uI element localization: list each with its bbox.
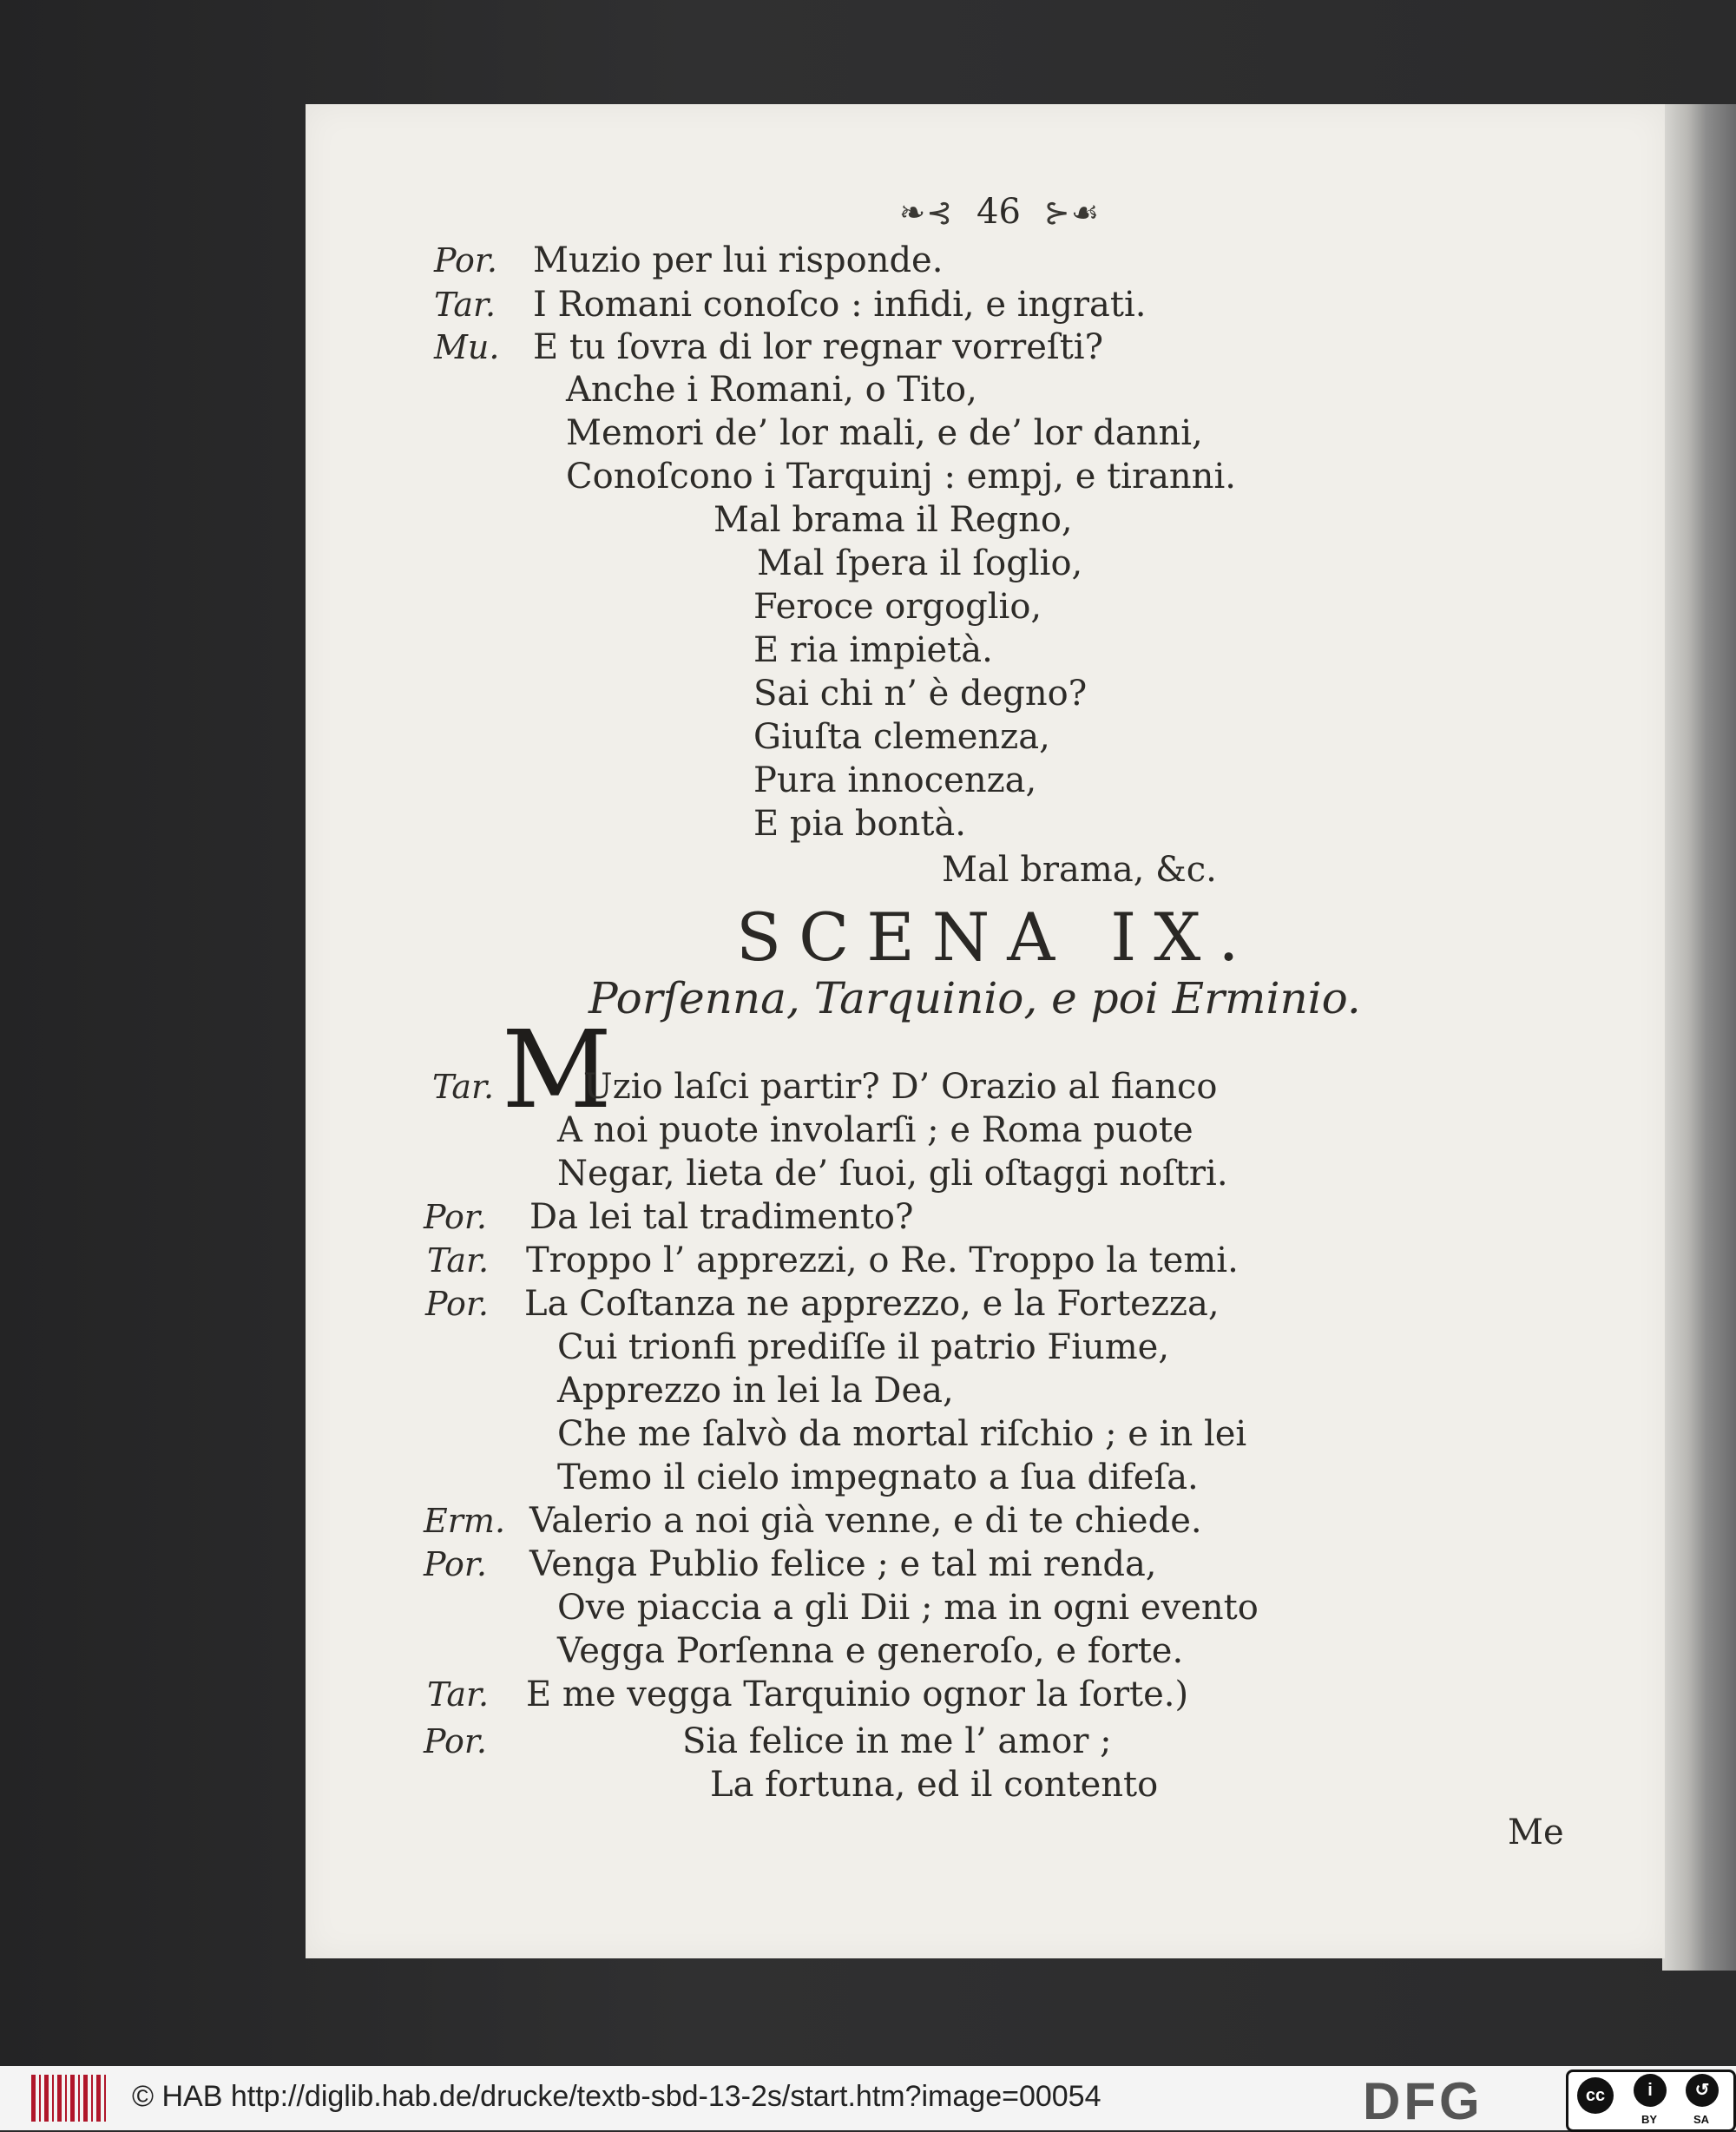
speaker-label: Mu.: [434, 328, 500, 366]
dialogue-line: Cui trionfi prediſſe il patrio Fiume,: [557, 1327, 1170, 1367]
dialogue-line: Vegga Porſenna e generoſo, e forte.: [557, 1631, 1184, 1671]
viewer-footer: [0, 2066, 1736, 2130]
verse-line: Conoſcono i Tarquinj : empj, e tiranni.: [566, 457, 1236, 497]
footer-source-link[interactable]: © HAB http://diglib.hab.de/drucke/textb-sbd-13-2s/start.htm?image=00054: [132, 2080, 1101, 2113]
dialogue-line: A noi puote involarſi ; e Roma puote: [557, 1110, 1194, 1150]
dialogue-line: Temo il cielo impegnato a ſua difeſa.: [557, 1458, 1199, 1497]
speaker-label: Tar.: [434, 286, 496, 324]
speaker-label: Por.: [434, 241, 497, 280]
aria-line: La fortuna, ed il contento: [710, 1765, 1159, 1805]
dialogue-line: Che me ſalvò da mortal riſchio ; e in lei: [557, 1414, 1247, 1454]
aria-line: E ria impietà.: [753, 630, 993, 670]
aria-da-capo: Mal brama, &c.: [942, 850, 1217, 890]
by-icon: i: [1634, 2074, 1667, 2107]
dialogue-line: Ove piaccia a gli Dii ; ma in ogni evento: [557, 1588, 1259, 1628]
speaker-label: Tar.: [432, 1068, 495, 1106]
dialogue-line: Da lei tal tradimento?: [529, 1197, 914, 1237]
cc-icon: cc: [1577, 2077, 1614, 2114]
dfg-logo: DFG: [1363, 2072, 1483, 2130]
speaker-label: Erm.: [424, 1502, 506, 1540]
dialogue-line: La Coſtanza ne apprezzo, e la Fortezza,: [524, 1284, 1220, 1324]
verse-line: Memori de’ lor mali, e de’ lor danni,: [566, 413, 1203, 453]
dialogue-line: Venga Publio felice ; e tal mi renda,: [529, 1544, 1157, 1584]
speaker-label: Tar.: [427, 1241, 490, 1280]
verse-line: Anche i Romani, o Tito,: [566, 370, 977, 410]
ornament-left-icon: ❧⊰: [899, 195, 954, 231]
verse-line: I Romani conoſco : infidi, e ingrati.: [533, 285, 1147, 325]
dialogue-line: Uzio laſci partir? D’ Orazio al fianco: [583, 1067, 1218, 1107]
dialogue-line: Valerio a noi già venne, e di te chiede.: [529, 1501, 1202, 1541]
speaker-label: Por.: [424, 1545, 487, 1583]
dialogue-line: E me vegga Tarquinio ognor la ſorte.): [526, 1675, 1189, 1714]
license-by-label: BY: [1641, 2113, 1658, 2126]
page-number: 46: [976, 192, 1021, 232]
aria-line: Mal brama il Regno,: [713, 500, 1073, 540]
aria-line: Giuſta clemenza,: [753, 717, 1050, 757]
dialogue-line: Negar, lieta de’ ſuoi, gli oſtaggi noſtri.: [557, 1154, 1228, 1194]
ornament-right-icon: ⊱☙: [1043, 195, 1101, 231]
scene-title: SCENA IX.: [736, 898, 1257, 976]
aria-line: Pura innocenza,: [753, 760, 1037, 800]
aria-line: Sai chi n’ è degno?: [753, 674, 1088, 714]
dialogue-line: Troppo l’ apprezzi, o Re. Troppo la temi.: [526, 1240, 1239, 1280]
speaker-label: Por.: [424, 1722, 487, 1760]
speaker-label: Por.: [424, 1198, 487, 1236]
license-sa-label: SA: [1693, 2113, 1710, 2126]
aria-line: Sia felice in me l’ amor ;: [682, 1721, 1112, 1761]
cc-license-badge[interactable]: [1566, 2069, 1736, 2132]
dialogue-line: Apprezzo in lei la Dea,: [557, 1371, 954, 1411]
aria-line: Feroce orgoglio,: [753, 587, 1042, 627]
aria-line: E pia bontà.: [753, 804, 966, 844]
verse-line: Muzio per lui risponde.: [533, 240, 944, 280]
drop-cap: M: [502, 1008, 612, 1133]
hab-barcode-icon: [31, 2075, 106, 2122]
page-edge: [1662, 104, 1736, 1971]
page-header: [899, 191, 1100, 234]
sa-icon: ↺: [1686, 2074, 1719, 2107]
speaker-label: Por.: [425, 1285, 489, 1323]
speaker-label: Tar.: [427, 1675, 490, 1714]
verse-line: E tu ſovra di lor regnar vorreſti?: [533, 327, 1104, 367]
catchword: Me: [1508, 1813, 1564, 1852]
scene-characters: Porſenna, Tarquinio, e poi Erminio.: [589, 973, 1361, 1023]
aria-line: Mal ſpera il ſoglio,: [757, 543, 1083, 583]
